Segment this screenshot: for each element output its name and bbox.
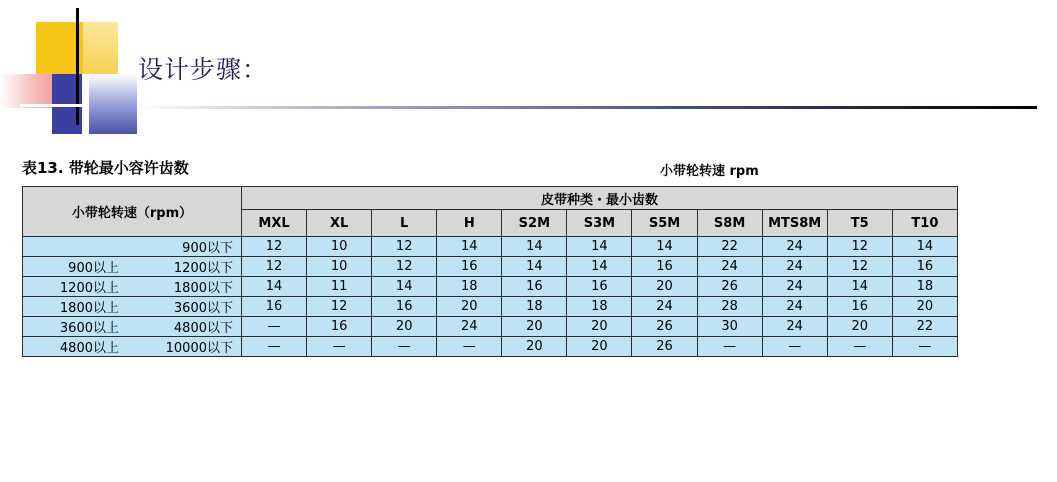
cell-value: 16 bbox=[502, 277, 567, 297]
row-range-to: 900以下 bbox=[182, 241, 233, 256]
cell-value: 20 bbox=[567, 317, 632, 337]
row-label-speed-range bbox=[23, 297, 242, 317]
cell-value: 16 bbox=[632, 257, 697, 277]
cell-value: 26 bbox=[632, 317, 697, 337]
cell-value: — bbox=[242, 317, 307, 337]
row-range-from: 1200以上 bbox=[59, 281, 119, 296]
cell-value: 14 bbox=[827, 277, 892, 297]
column-header-mts8m: MTS8M bbox=[762, 210, 827, 237]
row-range-to: 1800以下 bbox=[173, 281, 233, 296]
column-header-h: H bbox=[437, 210, 502, 237]
cell-value: 26 bbox=[632, 337, 697, 357]
cell-value: 20 bbox=[567, 337, 632, 357]
cell-value: — bbox=[307, 337, 372, 357]
row-label-speed-range bbox=[23, 237, 242, 257]
column-header-mxl: MXL bbox=[242, 210, 307, 237]
table-row bbox=[23, 317, 958, 337]
cell-value: 12 bbox=[827, 237, 892, 257]
column-header-t10: T10 bbox=[892, 210, 957, 237]
cell-value: — bbox=[892, 337, 957, 357]
row-range-from: 4800以上 bbox=[59, 341, 119, 356]
table-header-row-group bbox=[23, 187, 958, 210]
column-header-t5: T5 bbox=[827, 210, 892, 237]
row-label-speed-range bbox=[23, 257, 242, 277]
row-range-from: 900以上 bbox=[68, 261, 119, 276]
blue-gradient-square bbox=[89, 74, 137, 134]
table-caption: 表13. 带轮最小容许齿数 bbox=[22, 159, 189, 177]
row-range-from bbox=[33, 237, 119, 256]
rpm-note-label: 小带轮转速 rpm bbox=[660, 164, 759, 179]
cell-value: 18 bbox=[502, 297, 567, 317]
gear-table-container bbox=[22, 186, 958, 357]
cell-value: 20 bbox=[372, 317, 437, 337]
cell-value: 20 bbox=[502, 337, 567, 357]
cell-value: 26 bbox=[697, 277, 762, 297]
table-row bbox=[23, 237, 958, 257]
cell-value: 14 bbox=[502, 257, 567, 277]
row-range-to: 1200以下 bbox=[173, 261, 233, 276]
cell-value: 12 bbox=[372, 257, 437, 277]
cell-value: 10 bbox=[307, 237, 372, 257]
cell-value: 16 bbox=[827, 297, 892, 317]
column-header-s5m: S5M bbox=[632, 210, 697, 237]
cell-value: 24 bbox=[762, 237, 827, 257]
row-range-to: 3600以下 bbox=[173, 301, 233, 316]
cell-value: 14 bbox=[502, 237, 567, 257]
cell-value: 24 bbox=[762, 277, 827, 297]
row-label-speed-range bbox=[23, 277, 242, 297]
column-header-l: L bbox=[372, 210, 437, 237]
cell-value: 24 bbox=[762, 257, 827, 277]
cell-value: 28 bbox=[697, 297, 762, 317]
vertical-black-line bbox=[76, 8, 79, 125]
cell-value: 12 bbox=[242, 237, 307, 257]
cell-value: 16 bbox=[437, 257, 502, 277]
cell-value: 14 bbox=[372, 277, 437, 297]
cell-value: 20 bbox=[892, 297, 957, 317]
row-range-from: 3600以上 bbox=[59, 321, 119, 336]
cell-value: 14 bbox=[632, 237, 697, 257]
table-row bbox=[23, 257, 958, 277]
cell-value: 16 bbox=[567, 277, 632, 297]
cell-value: 10 bbox=[307, 257, 372, 277]
cell-value: 12 bbox=[372, 237, 437, 257]
title-divider bbox=[137, 106, 1037, 109]
table-row bbox=[23, 297, 958, 317]
cell-value: 18 bbox=[437, 277, 502, 297]
cell-value: 16 bbox=[892, 257, 957, 277]
cell-value: 18 bbox=[892, 277, 957, 297]
header-row-label: 小带轮转速（rpm） bbox=[23, 187, 242, 237]
cell-value: 14 bbox=[892, 237, 957, 257]
cell-value: 14 bbox=[437, 237, 502, 257]
cell-value: 24 bbox=[697, 257, 762, 277]
cell-value: 20 bbox=[437, 297, 502, 317]
cell-value: 16 bbox=[307, 317, 372, 337]
column-header-s3m: S3M bbox=[567, 210, 632, 237]
row-label-speed-range bbox=[23, 317, 242, 337]
column-header-s2m: S2M bbox=[502, 210, 567, 237]
cell-value: 14 bbox=[567, 257, 632, 277]
cell-value: 12 bbox=[242, 257, 307, 277]
cell-value: 12 bbox=[827, 257, 892, 277]
cell-value: 16 bbox=[372, 297, 437, 317]
table-head bbox=[23, 187, 958, 237]
cell-value: 24 bbox=[762, 297, 827, 317]
cell-value: — bbox=[437, 337, 502, 357]
cell-value: 20 bbox=[827, 317, 892, 337]
table-body bbox=[23, 237, 958, 357]
horizontal-white-line bbox=[20, 104, 82, 107]
page-title: 设计步骤： bbox=[138, 57, 269, 84]
cell-value: 18 bbox=[567, 297, 632, 317]
row-range-to: 4800以下 bbox=[173, 321, 233, 336]
cell-value: 12 bbox=[307, 297, 372, 317]
table-row bbox=[23, 277, 958, 297]
cell-value: — bbox=[242, 337, 307, 357]
cell-value: 16 bbox=[242, 297, 307, 317]
table-row bbox=[23, 337, 958, 357]
row-label-speed-range bbox=[23, 337, 242, 357]
header-group-label: 皮带种类・最小齿数 bbox=[242, 187, 958, 210]
cell-value: 11 bbox=[307, 277, 372, 297]
cell-value: 14 bbox=[567, 237, 632, 257]
column-header-xl: XL bbox=[307, 210, 372, 237]
yellow-gradient-square bbox=[83, 22, 118, 74]
cell-value: 30 bbox=[697, 317, 762, 337]
cell-value: 24 bbox=[437, 317, 502, 337]
cell-value: 22 bbox=[697, 237, 762, 257]
cell-value: — bbox=[762, 337, 827, 357]
cell-value: 14 bbox=[242, 277, 307, 297]
cell-value: 22 bbox=[892, 317, 957, 337]
cell-value: 20 bbox=[632, 277, 697, 297]
cell-value: — bbox=[372, 337, 437, 357]
cell-value: — bbox=[827, 337, 892, 357]
cell-value: — bbox=[697, 337, 762, 357]
row-range-from: 1800以上 bbox=[59, 301, 119, 316]
minimum-teeth-table bbox=[22, 186, 958, 357]
column-header-s8m: S8M bbox=[697, 210, 762, 237]
row-range-to: 10000以下 bbox=[165, 341, 233, 356]
cell-value: 24 bbox=[762, 317, 827, 337]
cell-value: 24 bbox=[632, 297, 697, 317]
cell-value: 20 bbox=[502, 317, 567, 337]
